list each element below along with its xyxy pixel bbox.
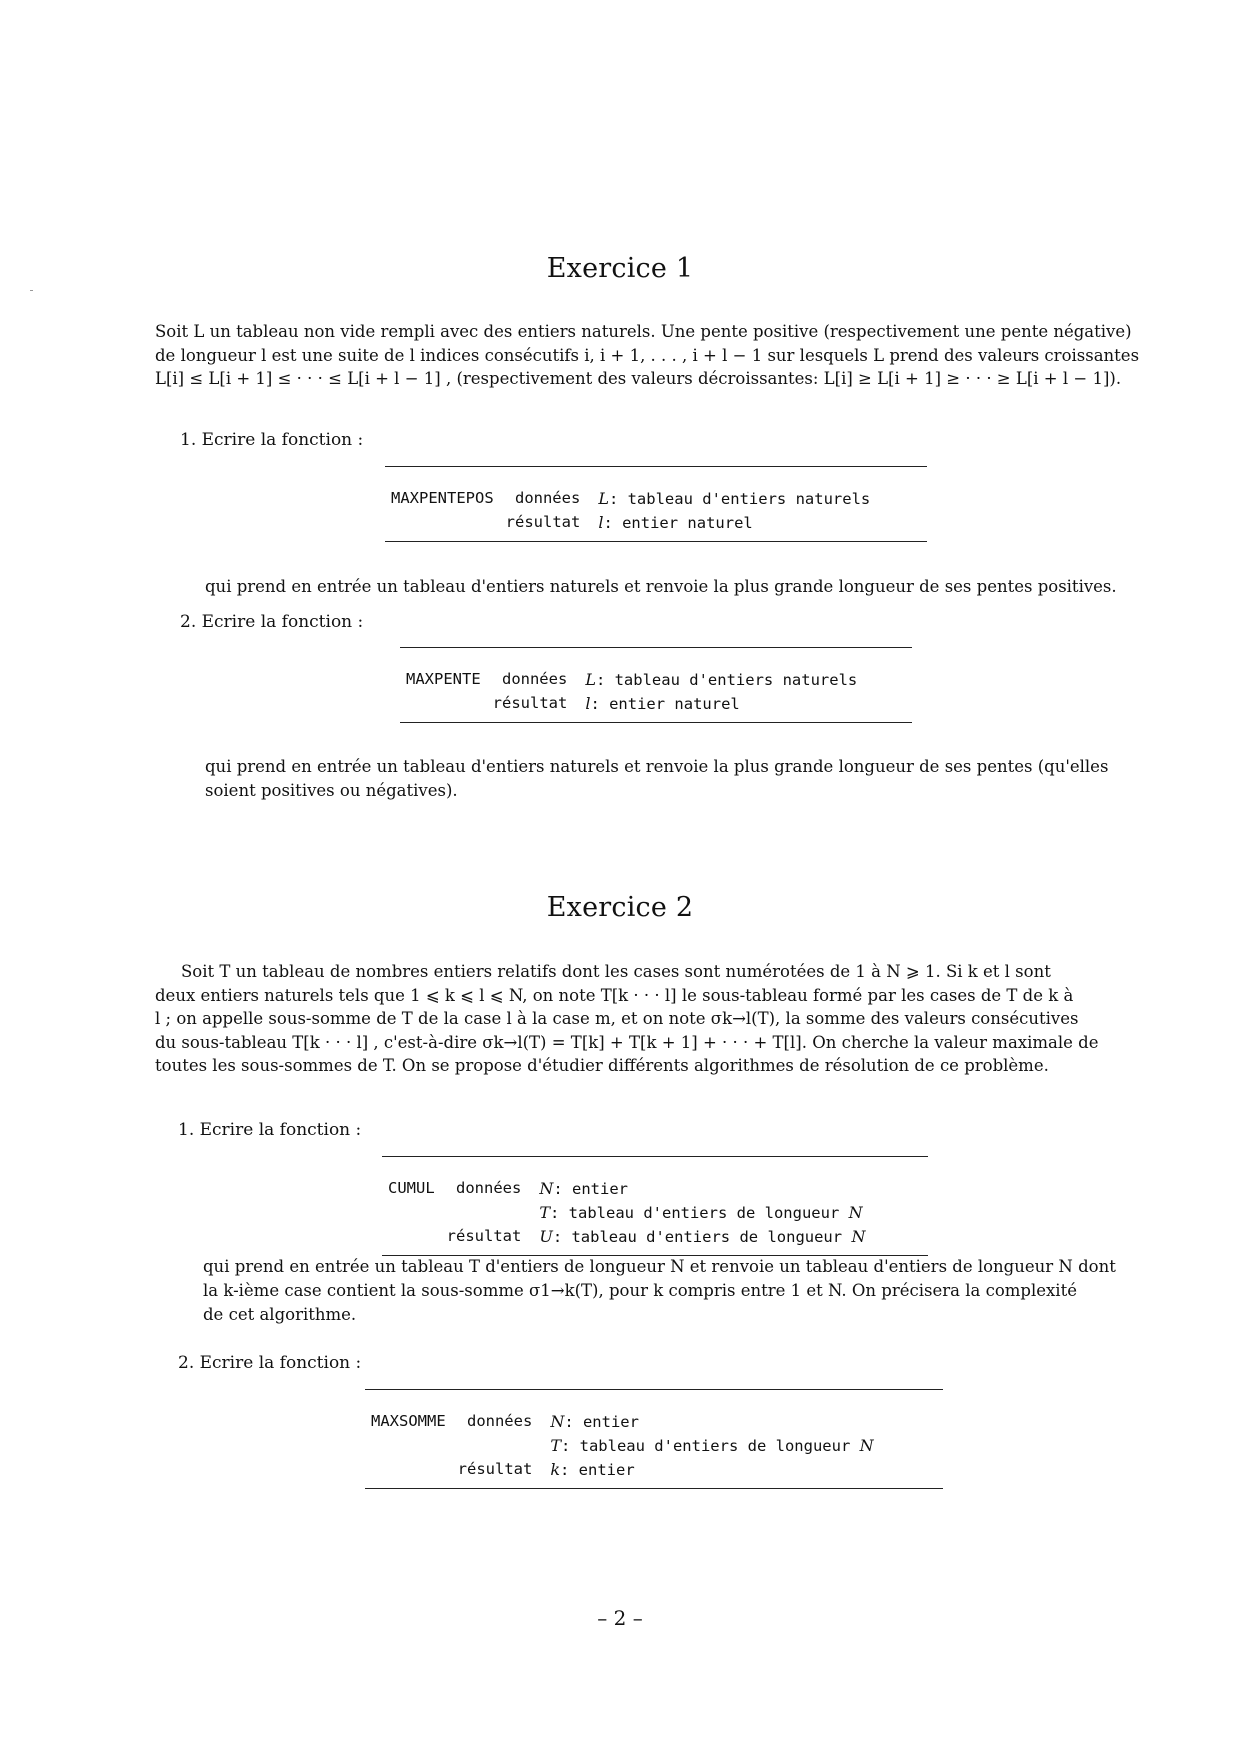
description-line: soient positives ou négatives). — [205, 781, 458, 800]
function-name: CUMUL — [388, 1179, 435, 1197]
output-label: résultat — [446, 1227, 522, 1245]
input-label: données — [456, 1179, 522, 1197]
output-type: : tableau d'entiers de longueur — [552, 1228, 843, 1246]
intro-line: toutes les sous-sommes de T. On se propose d'étudier différents algorithmes de résolution de ce problème. — [155, 1056, 1049, 1075]
input-type: : tableau d'entiers de longueur — [550, 1204, 840, 1222]
input-var: N — [550, 1412, 565, 1431]
ex1-question-1-description — [205, 575, 1117, 599]
input-type: : tableau d'entiers naturels — [595, 671, 858, 689]
output-var: U — [539, 1227, 553, 1246]
signature-table — [400, 668, 863, 716]
input-type: : tableau d'entiers de longueur — [560, 1437, 851, 1455]
intro-line: du sous-tableau T[k · · · l] , c'est-à-dire σk→l(T) = T[k] + T[k + 1] + · · · + T[l]. On cherche la valeur maximale de — [155, 1032, 1099, 1052]
ex1-question-2-prompt: 2. Ecrire la fonction : — [180, 612, 364, 632]
output-label: résultat — [492, 694, 568, 712]
page-number: – 2 – — [597, 1606, 643, 1630]
description-line: qui prend en entrée un tableau T d'entiers de longueur N et renvoie un tableau d'entiers de longueur N dont — [203, 1257, 1116, 1276]
output-length-var: N — [851, 1227, 866, 1246]
exercise-2-intro — [155, 960, 1110, 1078]
function-name: MAXPENTEPOS — [391, 489, 494, 507]
maxsomme-signature — [365, 1389, 943, 1489]
intro-line: Soit L un tableau non vide rempli avec des entiers naturels. Une pente positive (respectivement une pente négative) — [155, 322, 1132, 341]
ex2-question-1-description — [203, 1255, 1116, 1327]
exercise-1-intro — [155, 320, 1140, 391]
output-label: résultat — [457, 1460, 533, 1478]
input-var: L — [585, 670, 596, 689]
margin-mark — [30, 290, 33, 291]
input-length-var: N — [859, 1436, 874, 1455]
input-var: T — [539, 1203, 550, 1222]
signature-table — [382, 1177, 871, 1249]
input-var: N — [539, 1179, 554, 1198]
ex1-question-2-description — [205, 755, 1110, 803]
intro-line: deux entiers naturels tels que 1 ⩽ k ⩽ l ⩽ N, on note T[k · · · l] le sous-tableau formé par les cases de T de k à — [155, 985, 1074, 1005]
intro-line: l ; on appelle sous-somme de T de la case l à la case m, et on note σk→l(T), la somme des valeurs consécutives — [155, 1009, 1079, 1028]
input-type: : entier — [564, 1413, 639, 1431]
input-label: données — [466, 1412, 533, 1430]
output-var: k — [550, 1460, 561, 1479]
maxpente-signature — [400, 647, 912, 723]
output-label: résultat — [505, 513, 581, 531]
output-var: l — [585, 694, 591, 713]
input-type: : tableau d'entiers naturels — [608, 490, 871, 508]
description-line: qui prend en entrée un tableau d'entiers naturels et renvoie la plus grande longueur de ses pentes (qu'elles — [205, 757, 1109, 776]
description-line: qui prend en entrée un tableau d'entiers naturels et renvoie la plus grande longueur de ses pentes positives. — [205, 577, 1117, 596]
cumul-signature — [382, 1156, 928, 1256]
intro-line: Soit T un tableau de nombres entiers relatifs dont les cases sont numérotées de 1 à N ⩾ 1. Si k et l sont — [181, 962, 1051, 981]
ex1-question-1-prompt: 1. Ecrire la fonction : — [180, 430, 364, 450]
exercise-2-title: Exercice 2 — [546, 892, 694, 923]
output-type: : entier — [560, 1461, 635, 1479]
output-type: : entier naturel — [590, 695, 740, 713]
intro-line: L[i] ≤ L[i + 1] ≤ · · · ≤ L[i + l − 1] , (respectivement des valeurs décroissantes: L[i] ≥ L[i + 1] ≥ · · · ≥ L[i + l − 1]). — [155, 369, 1122, 388]
ex2-question-2-prompt: 2. Ecrire la fonction : — [178, 1353, 362, 1373]
exercise-1-title: Exercice 1 — [546, 253, 694, 284]
input-label: données — [501, 670, 568, 688]
output-var: l — [598, 513, 604, 532]
input-type: : entier — [553, 1180, 628, 1198]
signature-table — [385, 487, 876, 535]
input-var: T — [550, 1436, 561, 1455]
description-line: la k-ième case contient la sous-somme σ1→k(T), pour k compris entre 1 et N. On précisera la complexité — [203, 1281, 1077, 1300]
function-name: MAXPENTE — [406, 670, 481, 688]
input-length-var: N — [848, 1203, 863, 1222]
ex2-question-1-prompt: 1. Ecrire la fonction : — [178, 1120, 362, 1140]
description-line: de cet algorithme. — [203, 1305, 357, 1324]
input-var: L — [598, 489, 609, 508]
output-type: : entier naturel — [603, 514, 753, 532]
maxpentepos-signature — [385, 466, 927, 542]
signature-table — [365, 1410, 880, 1482]
intro-line: de longueur l est une suite de l indices consécutifs i, i + 1, . . . , i + l − 1 sur lesquels L prend des valeurs croissantes — [155, 345, 1140, 365]
input-label: données — [514, 489, 581, 507]
function-name: MAXSOMME — [371, 1412, 446, 1430]
